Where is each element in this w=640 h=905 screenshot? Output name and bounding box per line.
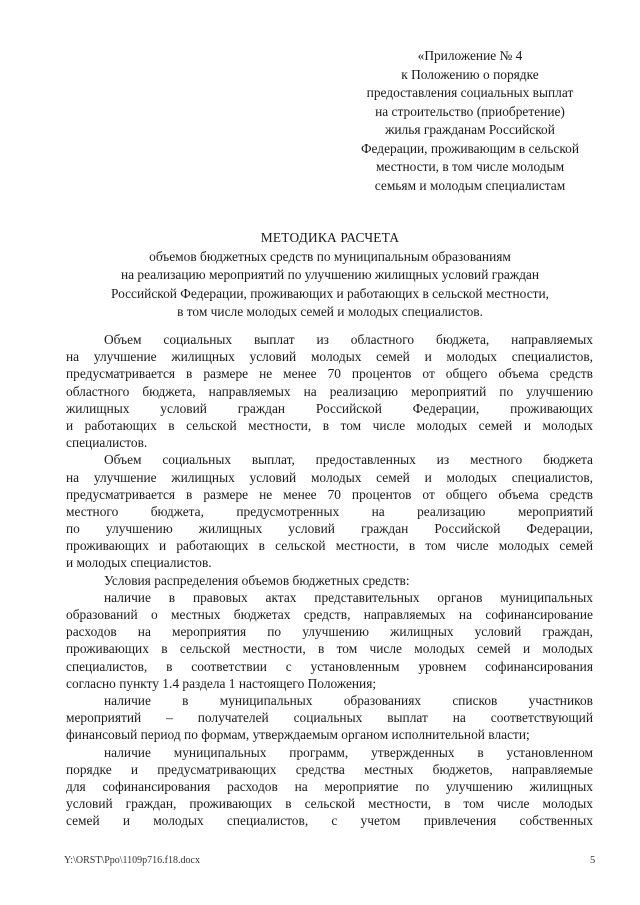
body-line: на улучшение жилищных условий молодых семей и молодых специалистов,	[66, 349, 593, 365]
body-line: областного бюджета, направляемых на реализацию мероприятий по улучшению	[66, 383, 593, 399]
footer-file-path: Y:\ORST\Ppo\1109p716.f18.docx	[64, 855, 200, 866]
body-line: согласно пункту 1.4 раздела 1 настоящего Положения;	[66, 675, 377, 691]
document-title-block	[60, 229, 600, 322]
annex-line: Федерации, проживающим в сельской	[360, 140, 580, 156]
body-line: порядке и предусматривающих средства местных бюджетов, направляемые	[66, 761, 593, 777]
body-line: на улучшение жилищных условий молодых семей и молодых специалистов,	[66, 469, 593, 485]
body-line: Объем социальных выплат, предоставленных из местного бюджета	[104, 452, 593, 468]
document-subtitle-line: объемов бюджетных средств по муниципальным образованиям	[149, 248, 511, 264]
document-heading: МЕТОДИКА РАСЧЕТА	[260, 230, 400, 245]
annex-line: «Приложение № 4	[417, 48, 523, 63]
body-line: условий граждан, проживающих в сельской местности, в том числе молодых	[66, 796, 593, 812]
body-line: для софинансирования расходов на мероприятие по улучшению жилищных	[66, 778, 593, 794]
body-line: жилищных условий граждан Российской Федерации, проживающих	[66, 400, 593, 416]
body-line: наличие муниципальных программ, утвержденных в установленном	[104, 744, 593, 760]
body-line: Условия распределения объемов бюджетных средств:	[104, 572, 410, 588]
body-line: проживающих в сельской местности, в том числе молодых семей и молодых	[66, 641, 593, 657]
annex-line: семьям и молодым специалистам	[374, 177, 566, 193]
annex-line: на строительство (приобретение)	[375, 103, 565, 119]
body-line: и молодых специалистов.	[66, 555, 212, 571]
body-line: мероприятий – получателей социальных выплат на соответствующий	[66, 710, 593, 726]
body-line: проживающих и работающих в сельской местности, в том числе молодых семей	[66, 538, 593, 554]
body-line: образований о местных бюджетах средств, направляемых на софинансирование	[66, 607, 593, 622]
annex-line: жилья гражданам Российской	[385, 122, 555, 137]
annex-line: местности, в том числе молодым	[375, 159, 565, 174]
annex-line: к Положению о порядке	[401, 66, 539, 82]
body-line: и работающих в сельской местности, в том числе молодых семей и молодых	[66, 417, 593, 433]
document-subtitle-line: Российской Федерации, проживающих и работающих в сельской местности,	[110, 285, 550, 301]
body-line: по улучшению жилищных условий граждан Российской Федерации,	[66, 521, 593, 537]
document-subtitle-line: на реализацию мероприятий по улучшению жилищных условий граждан	[120, 267, 540, 282]
body-line: наличие в муниципальных образованиях списков участников	[104, 692, 593, 708]
document-subtitle-line: в том числе молодых семей и молодых специалистов.	[177, 304, 483, 319]
body-line: предусматривается в размере не менее 70 процентов от общего объема средств	[66, 366, 593, 382]
body-line: расходов на мероприятия по улучшению жилищных условий граждан,	[66, 624, 593, 640]
body-line: Объем социальных выплат из областного бюджета, направляемых	[104, 332, 593, 347]
body-line: специалистов, в соответствии с установленным уровнем софинансирования	[66, 658, 593, 674]
body-line: предусматривается в размере не менее 70 процентов от общего объема средств	[66, 486, 593, 502]
annex-reference	[330, 47, 610, 195]
body-line: финансовый период по формам, утверждаемым органом исполнительной власти;	[66, 727, 530, 743]
body-line: наличие в правовых актах представительных органов муниципальных	[104, 589, 593, 605]
annex-line: предоставления социальных выплат	[366, 85, 574, 100]
body-line: специалистов.	[66, 435, 148, 451]
body-line: семей и молодых специалистов, с учетом привлечения собственных	[66, 813, 593, 829]
body-line: местного бюджета, предусмотренных на реализацию мероприятий	[66, 503, 593, 519]
document-body	[66, 331, 593, 829]
footer-page-number: 5	[590, 855, 596, 866]
